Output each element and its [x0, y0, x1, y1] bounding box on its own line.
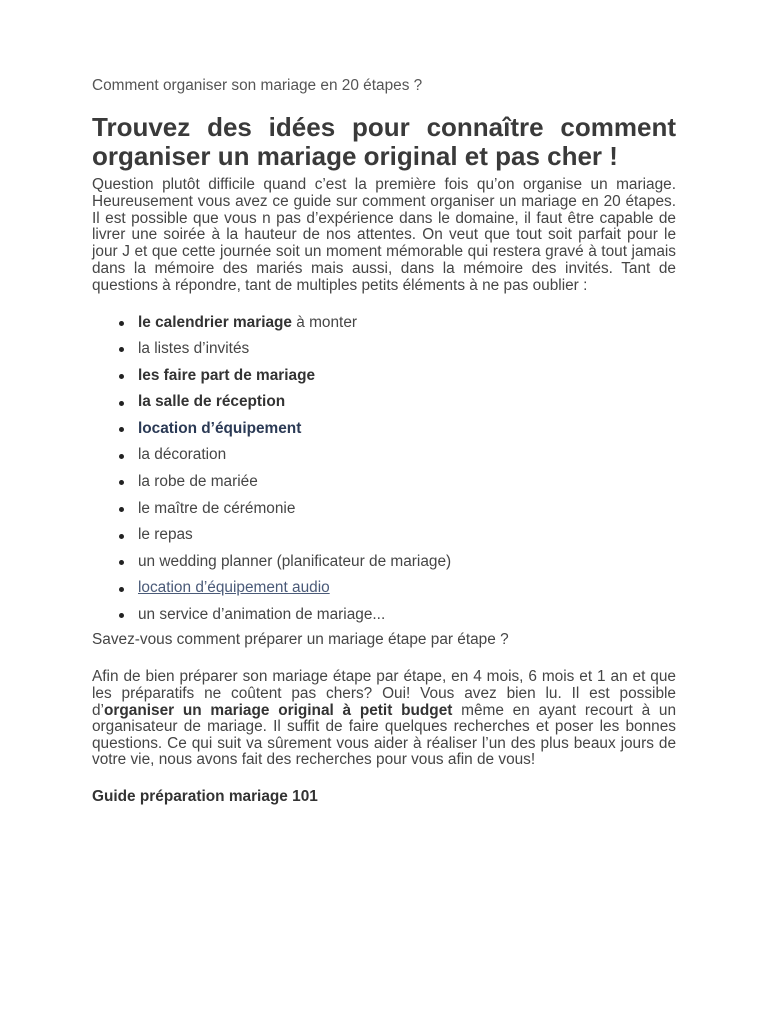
section-question: Savez-vous comment préparer un mariage étape par étape ? [92, 631, 509, 649]
intro-line: Il est possible que vous n pas d’expérience dans le domaine, il faut être capable de [92, 209, 676, 227]
body-paragraph [92, 669, 676, 769]
intro-line: Question plutôt difficile quand c’est la première fois qu’on organise un mariage. [92, 176, 676, 193]
equipment-rental-link[interactable]: location d’équipement [138, 419, 302, 437]
body-line-strong: organiser un mariage original à petit budget [103, 701, 453, 719]
intro-paragraph [92, 177, 676, 295]
checklist-item-text: la robe de mariée [138, 473, 258, 491]
intro-line: livrer une soirée à la hauteur de nos attentes. On veut que tout soit parfait pour le [92, 226, 676, 244]
body-line [92, 703, 676, 720]
bullet-icon [119, 613, 124, 618]
checklist-item-text: le repas [138, 526, 193, 544]
checklist-item-strong: les faire part de mariage [138, 366, 316, 384]
body-line-text: d’ [92, 701, 104, 719]
checklist-item [92, 389, 676, 416]
body-line: questions. Ce qui suit va sûrement vous aider à réaliser l’un des plus beaux jours de [92, 734, 676, 752]
page-title: Trouvez des idées pour connaître comment organiser un mariage original et pas cher ! [92, 112, 676, 171]
intro-line: Heureusement vous avez ce guide sur comment organiser un mariage en 20 étapes. [92, 192, 676, 210]
checklist-item [92, 442, 676, 469]
bullet-icon [119, 374, 124, 379]
bullet-icon [119, 427, 124, 432]
checklist-item [92, 363, 676, 390]
bullet-icon [119, 560, 124, 565]
checklist-item-text: un service d’animation de mariage... [138, 606, 386, 624]
checklist-item [92, 310, 676, 337]
checklist [92, 310, 676, 629]
bullet-icon [119, 401, 124, 406]
bullet-icon [119, 587, 124, 592]
checklist-item [92, 416, 676, 443]
body-line: organisateur de mariage. Il suffit de faire quelques recherches et poser les bonnes [92, 718, 676, 736]
body-line: les préparatifs ne coûtent pas chers? Oui! Vous avez bien lu. Il est possible [92, 684, 676, 702]
checklist-item-text: le maître de cérémonie [138, 499, 296, 517]
intro-line: questions à répondre, tant de multiples petits éléments à ne pas oublier : [92, 276, 588, 294]
bullet-icon [119, 347, 124, 352]
checklist-item-strong: le calendrier mariage [138, 313, 292, 331]
checklist-item [92, 336, 676, 363]
body-line: votre vie, nous avons fait des recherches pour vous afin de vous! [92, 751, 536, 769]
intro-line: dans la mémoire des mariés mais aussi, dans la mémoire des invités. Tant de [92, 259, 676, 277]
bullet-icon [119, 480, 124, 485]
checklist-item-text: un wedding planner (planificateur de mariage) [138, 552, 452, 570]
checklist-item [92, 549, 676, 576]
checklist-item-strong: la salle de réception [138, 393, 286, 411]
body-line-text: même en ayant recourt à un [452, 701, 677, 719]
bullet-icon [119, 507, 124, 512]
intro-line: jour J et que cette journée soit un moment mémorable qui restera gravé à tout jamais [92, 243, 676, 261]
checklist-item [92, 602, 676, 629]
bullet-icon [119, 321, 124, 326]
bullet-icon [119, 534, 124, 539]
checklist-item-text: la listes d’invités [138, 340, 250, 358]
bullet-icon [119, 454, 124, 459]
body-line: Afin de bien préparer son mariage étape par étape, en 4 mois, 6 mois et 1 an et que [92, 668, 676, 686]
checklist-item-text: la décoration [138, 446, 227, 464]
checklist-item [92, 496, 676, 523]
checklist-item [92, 575, 676, 602]
audio-equipment-rental-link[interactable]: location d’équipement audio [138, 579, 330, 597]
checklist-item [92, 469, 676, 496]
checklist-item [92, 522, 676, 549]
section-heading: Guide préparation mariage 101 [92, 788, 318, 806]
page-kicker: Comment organiser son mariage en 20 étapes ? [92, 77, 423, 94]
checklist-item-text: à monter [292, 313, 358, 331]
